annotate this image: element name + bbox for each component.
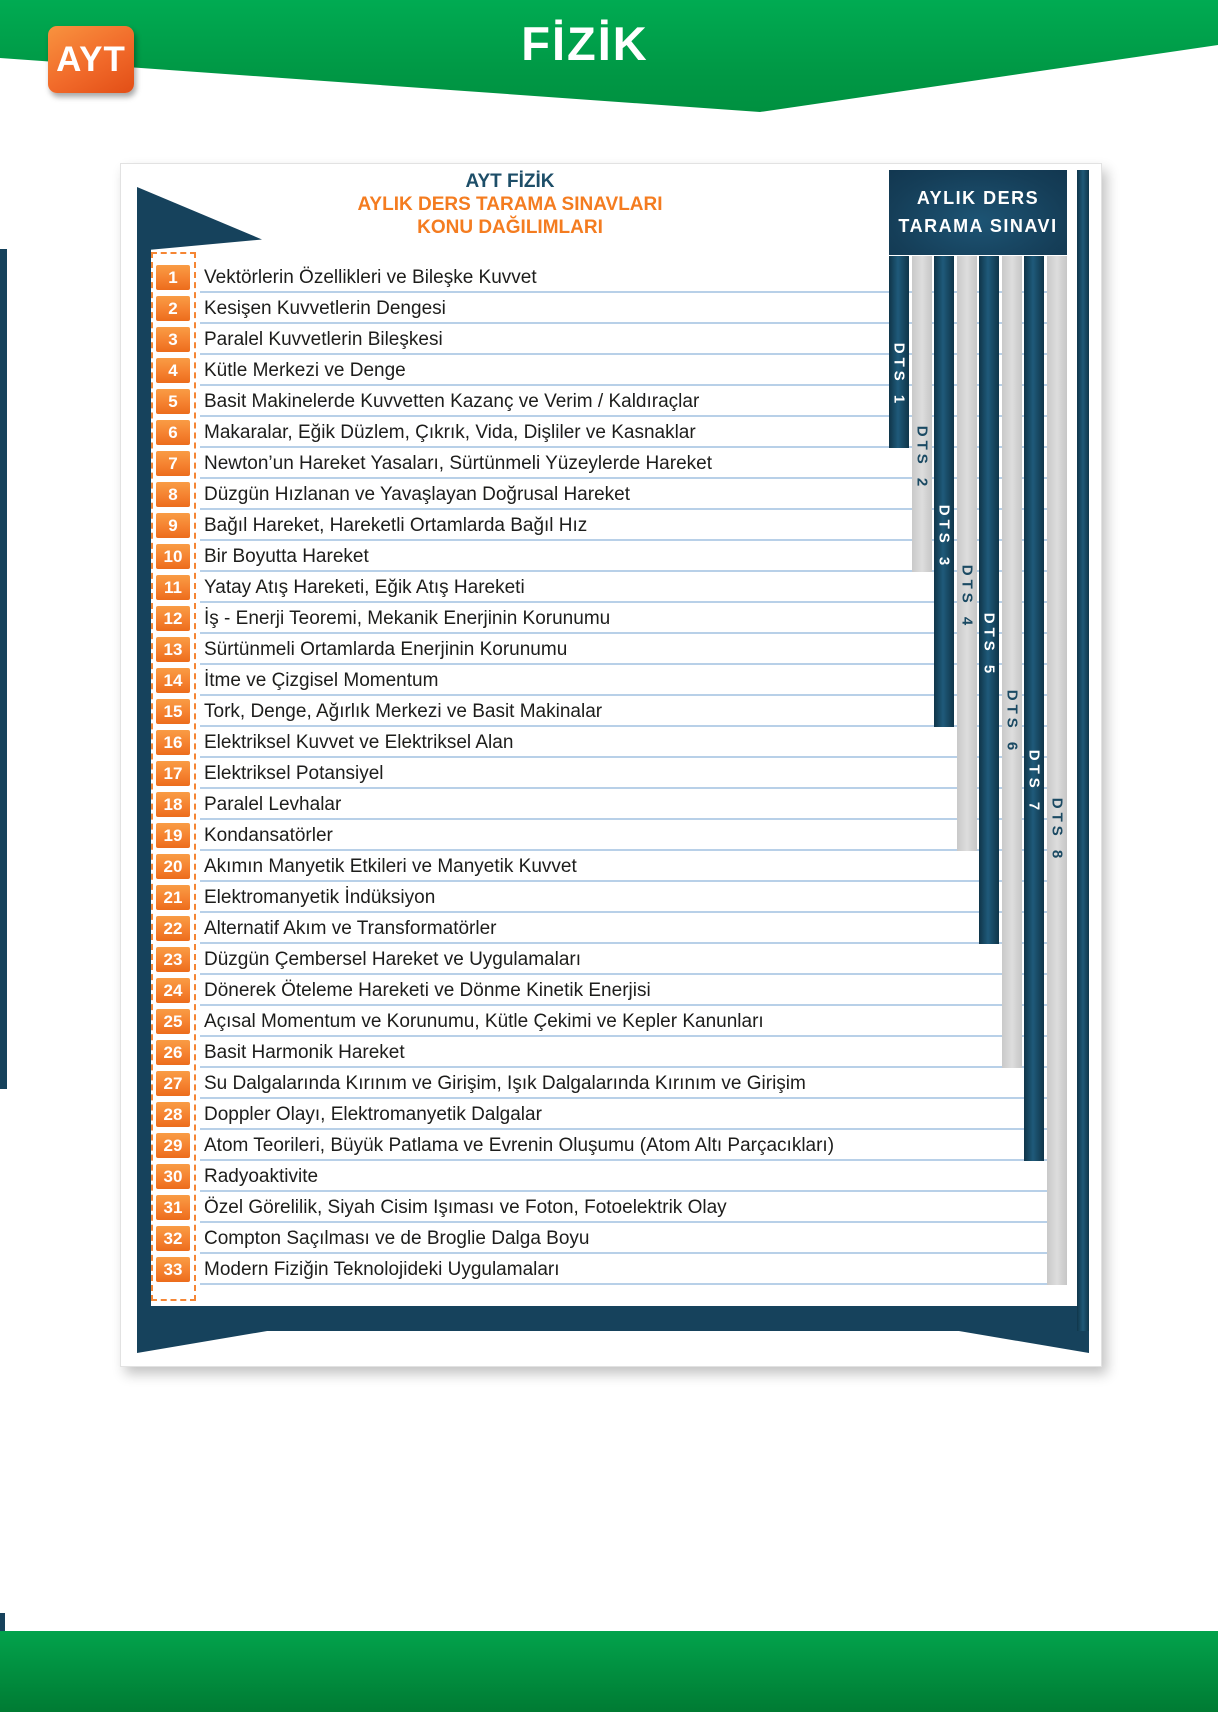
topic-number-badge: 17 — [156, 761, 190, 786]
dts-bar-label: DTS 8 — [1048, 797, 1065, 863]
topic-title: Atom Teorileri, Büyük Patlama ve Evrenin Oluşumu (Atom Altı Parçacıkları) — [204, 1135, 835, 1156]
ayt-logo — [48, 26, 134, 93]
topic-number-badge: 5 — [156, 389, 190, 414]
topic-title: Düzgün Hızlanan ve Yavaşlayan Doğrusal Hareket — [204, 484, 630, 505]
topic-title: Vektörlerin Özellikleri ve Bileşke Kuvvet — [204, 267, 537, 288]
exam-header-line1: AYLIK DERS — [916, 188, 1040, 208]
topic-number-badge: 10 — [156, 544, 190, 569]
topic-number-badge: 25 — [156, 1009, 190, 1034]
topic-title: Compton Saçılması ve de Broglie Dalga Boyu — [204, 1228, 590, 1249]
topic-number-badge: 12 — [156, 606, 190, 631]
left-edge-strip — [0, 249, 7, 1089]
dts-bar-1 — [889, 256, 909, 448]
topic-title: Alternatif Akım ve Transformatörler — [204, 918, 497, 939]
topic-title: İtme ve Çizgisel Momentum — [204, 670, 439, 691]
card-title — [140, 170, 880, 239]
topic-title: Kütle Merkezi ve Denge — [204, 360, 406, 381]
topic-title: Açısal Momentum ve Korunumu, Kütle Çekimi ve Kepler Kanunları — [204, 1011, 764, 1032]
dts-bar-2 — [912, 256, 932, 572]
topic-title: Özel Görelilik, Siyah Cisim Işıması ve Foton, Fotoelektrik Olay — [204, 1197, 727, 1218]
topic-number-badge: 8 — [156, 482, 190, 507]
dts-bar-label: DTS 2 — [913, 425, 930, 491]
topic-number-badge: 4 — [156, 358, 190, 383]
topic-title: Modern Fiziğin Teknolojideki Uygulamaları — [204, 1259, 560, 1280]
topic-number-badge: 29 — [156, 1133, 190, 1158]
topic-number-badge: 9 — [156, 513, 190, 538]
topic-title: Doppler Olayı, Elektromanyetik Dalgalar — [204, 1104, 542, 1125]
topic-number-badge: 13 — [156, 637, 190, 662]
topic-title: Basit Makinelerde Kuvvetten Kazanç ve Verim / Kaldıraçlar — [204, 391, 700, 412]
topic-number-badge: 31 — [156, 1195, 190, 1220]
topic-number-badge: 14 — [156, 668, 190, 693]
card-title-line2: AYLIK DERS TARAMA SINAVLARI — [357, 194, 663, 215]
dts-bar-4 — [957, 256, 977, 851]
dts-bar-label: DTS 6 — [1003, 689, 1020, 755]
topic-title: Paralel Levhalar — [204, 794, 342, 815]
dts-bar-label: DTS 5 — [980, 612, 998, 678]
topic-title: Dönerek Öteleme Hareketi ve Dönme Kinetik Enerjisi — [204, 980, 651, 1001]
topic-title: Yatay Atış Hareketi, Eğik Atış Hareketi — [204, 577, 525, 598]
dts-bar-7 — [1024, 256, 1044, 1161]
topic-title: Elektriksel Potansiyel — [204, 763, 384, 784]
dts-bar-8 — [1047, 256, 1067, 1285]
ayt-logo-label: AYT — [56, 39, 126, 79]
topic-number-badge: 15 — [156, 699, 190, 724]
topic-number-badge: 33 — [156, 1257, 190, 1282]
topic-number-badge: 11 — [156, 575, 190, 600]
topic-title: Bağıl Hareket, Hareketli Ortamlarda Bağıl Hız — [204, 515, 588, 536]
card-title-line3: KONU DAĞILIMLARI — [417, 217, 603, 238]
topic-title: Su Dalgalarında Kırınım ve Girişim, Işık Dalgalarında Kırınım ve Girişim — [204, 1073, 806, 1094]
topic-title: Düzgün Çembersel Hareket ve Uygulamaları — [204, 949, 581, 970]
dts-bar-6 — [1002, 256, 1022, 1068]
topic-title: Kondansatörler — [204, 825, 333, 846]
topic-title: Elektriksel Kuvvet ve Elektriksel Alan — [204, 732, 514, 753]
topic-title: Basit Harmonik Hareket — [204, 1042, 405, 1063]
footer-banner — [0, 1631, 1218, 1712]
topic-title: Tork, Denge, Ağırlık Merkezi ve Basit Makinalar — [204, 701, 603, 722]
topic-title: Newton’un Hareket Yasaları, Sürtünmeli Yüzeylerde Hareket — [204, 453, 712, 474]
topic-title: Bir Boyutta Hareket — [204, 546, 369, 567]
topic-number-badge: 16 — [156, 730, 190, 755]
topic-number-badge: 2 — [156, 296, 190, 321]
topic-title: İş - Enerji Teoremi, Mekanik Enerjinin Korunumu — [204, 608, 611, 629]
topic-number-badge: 7 — [156, 451, 190, 476]
card-title-line1: AYT FİZİK — [465, 171, 555, 192]
exam-header-line2: TARAMA SINAVI — [898, 216, 1058, 236]
card-bottom-border — [137, 1306, 1089, 1331]
topic-number-badge: 3 — [156, 327, 190, 352]
card-right-border — [1077, 170, 1089, 1331]
topic-number-badge: 32 — [156, 1226, 190, 1251]
topic-number-badge: 24 — [156, 978, 190, 1003]
dts-bar-3 — [934, 256, 954, 727]
subject-title: FİZİK — [521, 17, 649, 70]
dts-bar-label: DTS 4 — [958, 564, 975, 630]
topic-number-badge: 26 — [156, 1040, 190, 1065]
dts-bar-label: DTS 1 — [890, 342, 908, 408]
topic-title: Elektromanyetik İndüksiyon — [204, 887, 436, 908]
topic-number-badge: 21 — [156, 885, 190, 910]
topic-title: Kesişen Kuvvetlerin Dengesi — [204, 298, 446, 319]
topic-title: Sürtünmeli Ortamlarda Enerjinin Korunumu — [204, 639, 568, 660]
topic-title: Makaralar, Eğik Düzlem, Çıkrık, Vida, Dişliler ve Kasnaklar — [204, 422, 696, 443]
topic-number-badge: 23 — [156, 947, 190, 972]
left-edge-tick — [0, 1613, 5, 1631]
topic-number-badge: 18 — [156, 792, 190, 817]
dts-bar-5 — [979, 256, 999, 944]
topic-number-badge: 1 — [156, 265, 190, 290]
dts-bar-label: DTS 7 — [1025, 749, 1043, 815]
dts-bar-label: DTS 3 — [935, 504, 953, 570]
topic-title: Paralel Kuvvetlerin Bileşkesi — [204, 329, 443, 350]
topic-number-badge: 6 — [156, 420, 190, 445]
topic-number-badge: 22 — [156, 916, 190, 941]
topic-title: Akımın Manyetik Etkileri ve Manyetik Kuvvet — [204, 856, 577, 877]
topic-number-badge: 28 — [156, 1102, 190, 1127]
topic-number-badge: 27 — [156, 1071, 190, 1096]
topic-number-badge: 30 — [156, 1164, 190, 1189]
card-left-border — [137, 240, 151, 1332]
topic-number-badge: 19 — [156, 823, 190, 848]
topic-number-badge: 20 — [156, 854, 190, 879]
topic-title: Radyoaktivite — [204, 1166, 319, 1187]
exam-header-box — [889, 170, 1067, 255]
